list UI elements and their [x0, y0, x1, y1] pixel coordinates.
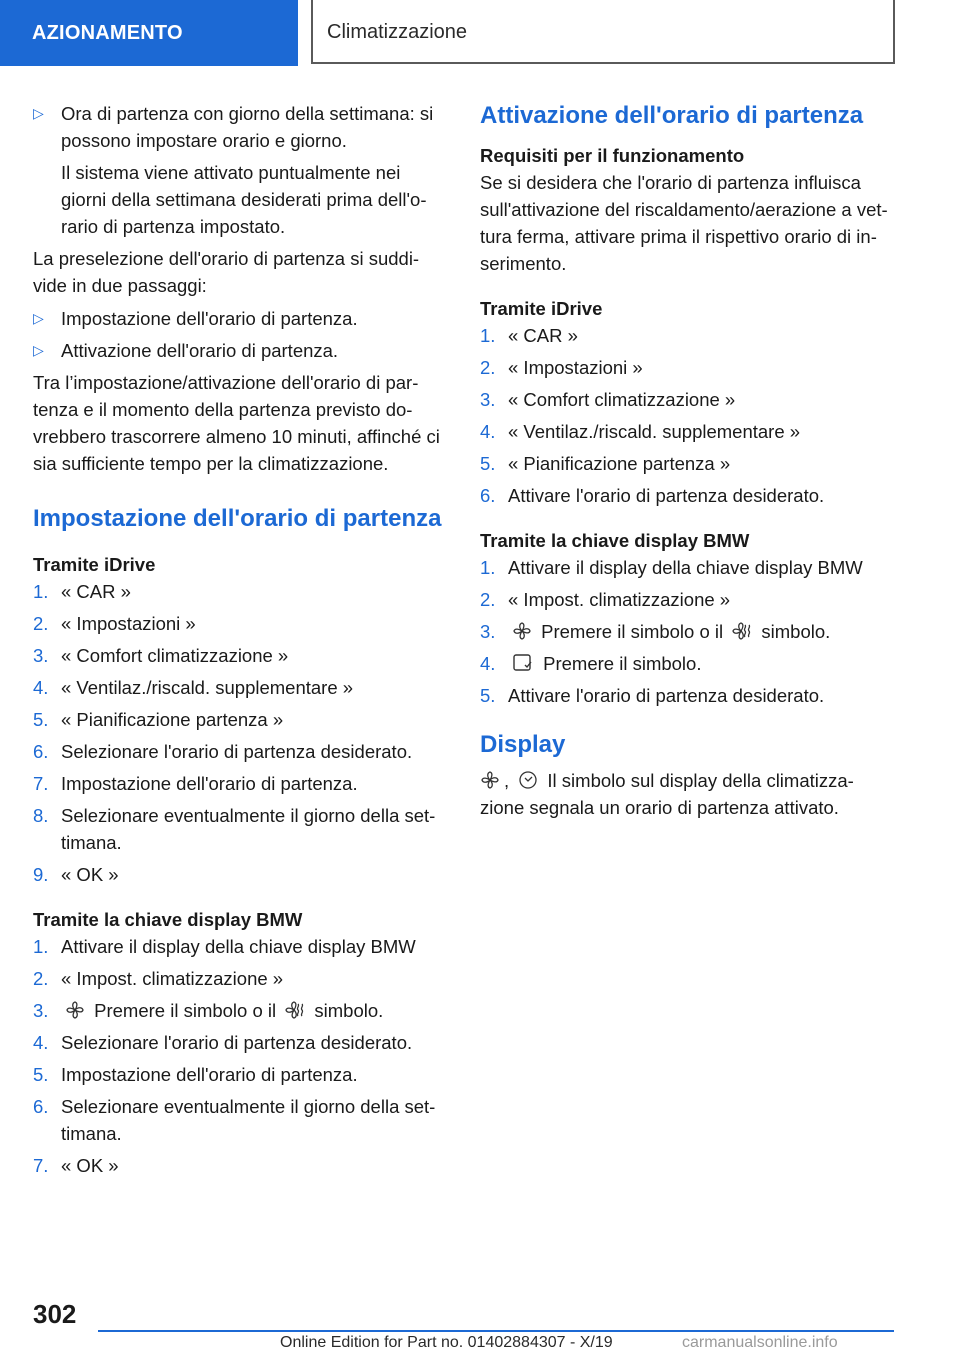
step-number: 3. [480, 389, 496, 410]
step-text: Selezionare eventualmente il giorno della set-timana. [61, 1096, 436, 1144]
step-number: 5. [33, 709, 49, 730]
section-heading: Attivazione dell'orario di partenza [480, 102, 864, 129]
step-number: 9. [33, 864, 49, 885]
subheading: Requisiti per il funzionamento [480, 145, 745, 166]
fan-icon [512, 621, 532, 641]
step-text: « CAR » [61, 581, 131, 602]
step-text: « Ventilaz./riscald. supplementare » [61, 677, 354, 698]
list-item [480, 618, 896, 645]
step-number: 6. [480, 485, 496, 506]
paragraph: Tra l’impostazione/attivazione dell'orario di par-tenza e il momento della partenza previsto do-vrebbero trascorrere almeno 10 minuti, affinché ci sia sufficiente tempo per la climatizzazione. [33, 372, 440, 474]
display-text: Il simbolo sul display della climatizza-zione segnala un orario di partenza attivato. [480, 770, 854, 818]
step-number: 7. [33, 773, 49, 794]
footer-divider [98, 1330, 894, 1332]
step-number: 3. [33, 645, 49, 666]
step-number: 2. [480, 589, 496, 610]
bullet-item [33, 305, 445, 332]
separator: , [504, 770, 510, 791]
step-number: 2. [480, 357, 496, 378]
list-item [480, 482, 896, 509]
list-item [480, 322, 896, 349]
step-number: 6. [33, 1096, 49, 1117]
step-text: Selezionare l'orario di partenza desiderato. [61, 1032, 413, 1053]
bullet-triangle-icon: ▷ [33, 342, 44, 358]
bullet-text: Ora di partenza con giorno della settimana: si possono impostare orario e giorno. [61, 103, 434, 151]
step-number: 5. [480, 685, 496, 706]
fan-icon [65, 1000, 85, 1020]
step-text: Premere il simbolo. [543, 653, 702, 674]
section-heading: Display [480, 731, 566, 758]
step-number: 4. [480, 421, 496, 442]
step-number: 1. [33, 581, 49, 602]
step-text: « Impostazioni » [61, 613, 196, 634]
step-text: « Impost. climatizzazione » [508, 589, 731, 610]
list-item [33, 1029, 445, 1056]
step-number: 1. [33, 936, 49, 957]
section-heading: Impostazione dell'orario di partenza [33, 505, 442, 532]
subheading: Tramite la chiave display BMW [33, 909, 303, 930]
step-text: « Comfort climatizzazione » [61, 645, 289, 666]
list-item [33, 933, 445, 960]
step-number: 5. [33, 1064, 49, 1085]
step-number: 4. [33, 677, 49, 698]
step-text: Premere il simbolo o il [94, 1000, 277, 1021]
list-item [480, 418, 896, 445]
step-number: 5. [480, 453, 496, 474]
step-text: « OK » [61, 864, 119, 885]
list-item [33, 706, 445, 733]
step-text: « Impost. climatizzazione » [61, 968, 284, 989]
bullet-text: Impostazione dell'orario di partenza. [61, 308, 358, 329]
step-text: Impostazione dell'orario di partenza. [61, 1064, 358, 1085]
steps-list [33, 933, 445, 1179]
step-text: « CAR » [508, 325, 578, 346]
paragraph: La preselezione dell'orario di partenza si suddi-vide in due passaggi: [33, 248, 420, 296]
subheading: Tramite iDrive [480, 298, 603, 319]
step-text: Attivare il display della chiave display BMW [61, 936, 416, 957]
subheading: Tramite iDrive [33, 554, 156, 575]
step-text: Attivare il display della chiave display BMW [508, 557, 863, 578]
step-number: 1. [480, 325, 496, 346]
list-item [33, 642, 445, 669]
clock-icon [518, 770, 538, 790]
step-text: « Comfort climatizzazione » [508, 389, 736, 410]
step-text: simbolo. [314, 1000, 384, 1021]
list-item [480, 650, 896, 677]
step-number: 7. [33, 1155, 49, 1176]
step-number: 4. [33, 1032, 49, 1053]
list-item [33, 610, 445, 637]
bullet-triangle-icon: ▷ [33, 105, 44, 121]
list-item [33, 965, 445, 992]
step-number: 3. [480, 621, 496, 642]
step-text: « Pianificazione partenza » [508, 453, 731, 474]
list-item [33, 997, 445, 1024]
step-text: Attivare l'orario di partenza desiderato. [508, 485, 825, 506]
bullet-text-continued: Il sistema viene attivato puntualmente nei giorni della settimana desiderati prima dell'o-rario di partenza impostato. [61, 162, 427, 237]
list-item [33, 1061, 445, 1088]
step-text: « Impostazioni » [508, 357, 643, 378]
step-number: 2. [33, 613, 49, 634]
right-column [480, 100, 896, 827]
list-item [33, 802, 445, 856]
fan-heat-icon [285, 1000, 305, 1020]
step-text: « Ventilaz./riscald. supplementare » [508, 421, 801, 442]
step-number: 2. [33, 968, 49, 989]
timer-box-icon [512, 653, 534, 673]
bullet-item [33, 337, 445, 364]
step-text: « Pianificazione partenza » [61, 709, 284, 730]
step-number: 3. [33, 1000, 49, 1021]
footer-watermark: carmanualsonline.info [682, 1334, 838, 1351]
list-item [33, 578, 445, 605]
list-item [480, 554, 896, 581]
list-item [33, 674, 445, 701]
display-paragraph [480, 767, 896, 821]
list-item [33, 1152, 445, 1179]
step-number: 8. [33, 805, 49, 826]
bullet-triangle-icon: ▷ [33, 310, 44, 326]
list-item [480, 450, 896, 477]
page-header [0, 0, 960, 66]
step-number: 6. [33, 741, 49, 762]
list-item [33, 1093, 445, 1147]
paragraph: Se si desidera che l'orario di partenza influisca sull'attivazione del riscaldamento/aerazione a vet-tura ferma, attivare prima il rispettivo orario di in-serimento. [480, 172, 888, 274]
step-text: Impostazione dell'orario di partenza. [61, 773, 358, 794]
steps-list [480, 554, 896, 709]
step-text: Selezionare l'orario di partenza desiderato. [61, 741, 413, 762]
steps-list [480, 322, 896, 509]
list-item [480, 354, 896, 381]
step-number: 1. [480, 557, 496, 578]
fan-icon [480, 770, 500, 790]
bullet-text: Attivazione dell'orario di partenza. [61, 340, 339, 361]
subheading: Tramite la chiave display BMW [480, 530, 750, 551]
step-text: Selezionare eventualmente il giorno della set-timana. [61, 805, 436, 853]
step-text: Attivare l'orario di partenza desiderato. [508, 685, 825, 706]
left-column [33, 100, 445, 1184]
fan-heat-icon [732, 621, 752, 641]
step-text: simbolo. [761, 621, 831, 642]
bullet-item [33, 100, 445, 240]
list-item [33, 861, 445, 888]
steps-list [33, 578, 445, 888]
section-title: AZIONAMENTO [0, 0, 298, 66]
step-text: « OK » [61, 1155, 119, 1176]
list-item [480, 682, 896, 709]
step-text: Premere il simbolo o il [541, 621, 724, 642]
page-number: 302 [33, 1299, 77, 1329]
list-item [33, 770, 445, 797]
step-number: 4. [480, 653, 496, 674]
list-item [33, 738, 445, 765]
list-item [480, 586, 896, 613]
footer-edition: Online Edition for Part no. 01402884307 - X/19 [280, 1334, 613, 1351]
chapter-title: Climatizzazione [311, 0, 895, 64]
list-item [480, 386, 896, 413]
